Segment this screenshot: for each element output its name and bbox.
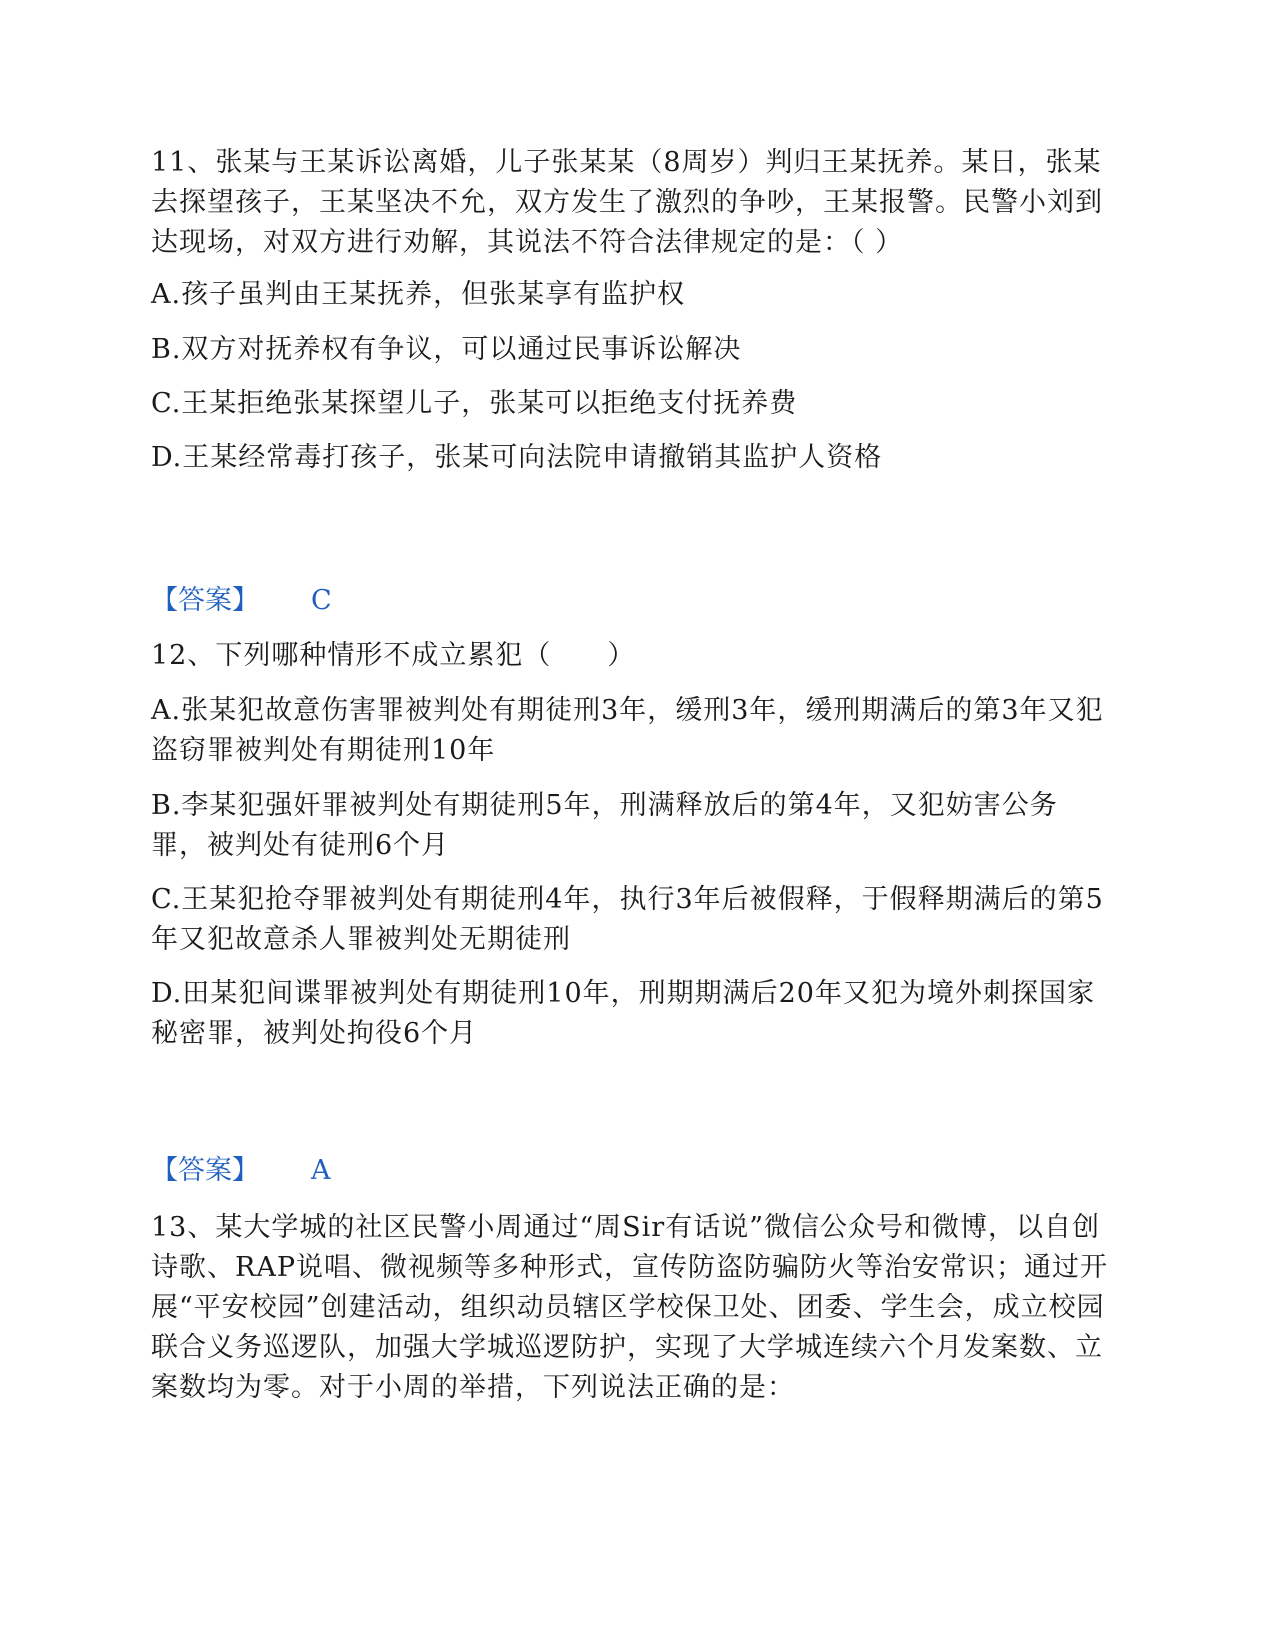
question-12-option-a: A.张某犯故意伤害罪被判处有期徒刑3年，缓刑3年，缓刑期满后的第3年又犯盗窃罪被判处有期徒刑10年 xyxy=(151,695,1104,766)
question-12-stem: 12、下列哪种情形不成立累犯（ ） xyxy=(151,640,636,671)
answer-label: 【答案】 xyxy=(151,1155,259,1186)
question-11-stem: 11、张某与王某诉讼离婚，儿子张某某（8周岁）判归王某抚养。某日，张某去探望孩子，王某坚决不允，双方发生了激烈的争吵，王某报警。民警小刘到达现场，对双方进行劝解，其说法不符合法律规定的是：（ ） xyxy=(151,147,1103,258)
answer-11 xyxy=(151,581,1111,621)
question-13-stem: 13、某大学城的社区民警小周通过“周Sir有话说”微信公众号和微博，以自创诗歌、RAP说唱、微视频等多种形式，宣传防盗防骗防火等治安常识；通过开展“平安校园”创建活动，组织动员辖区学校保卫处、团委、学生会，成立校园联合义务巡逻队，加强大学城巡逻防护，实现了大学城连续六个月发案数、立案数均为零。对于小周的举措，下列说法正确的是： xyxy=(151,1212,1108,1403)
answer-label: 【答案】 xyxy=(151,585,259,616)
question-11-option-d: D.王某经常毒打孩子，张某可向法院申请撤销其监护人资格 xyxy=(151,442,883,473)
answer-value: A xyxy=(311,1155,331,1186)
question-11-option-c: C.王某拒绝张某探望儿子，张某可以拒绝支付抚养费 xyxy=(151,388,798,419)
answer-value: C xyxy=(311,585,332,616)
question-12-option-b: B.李某犯强奸罪被判处有期徒刑5年，刑满释放后的第4年，又犯妨害公务罪，被判处有徒刑6个月 xyxy=(151,790,1058,861)
question-12-option-d: D.田某犯间谍罪被判处有期徒刑10年，刑期期满后20年又犯为境外刺探国家秘密罪，被判处拘役6个月 xyxy=(151,978,1095,1049)
question-11-option-b: B.双方对抚养权有争议，可以通过民事诉讼解决 xyxy=(151,334,742,365)
answer-12 xyxy=(151,1151,1111,1191)
question-11-option-a: A.孩子虽判由王某抚养，但张某享有监护权 xyxy=(151,279,686,310)
question-12-option-c: C.王某犯抢夺罪被判处有期徒刑4年，执行3年后被假释，于假释期满后的第5年又犯故意杀人罪被判处无期徒刑 xyxy=(151,884,1104,955)
